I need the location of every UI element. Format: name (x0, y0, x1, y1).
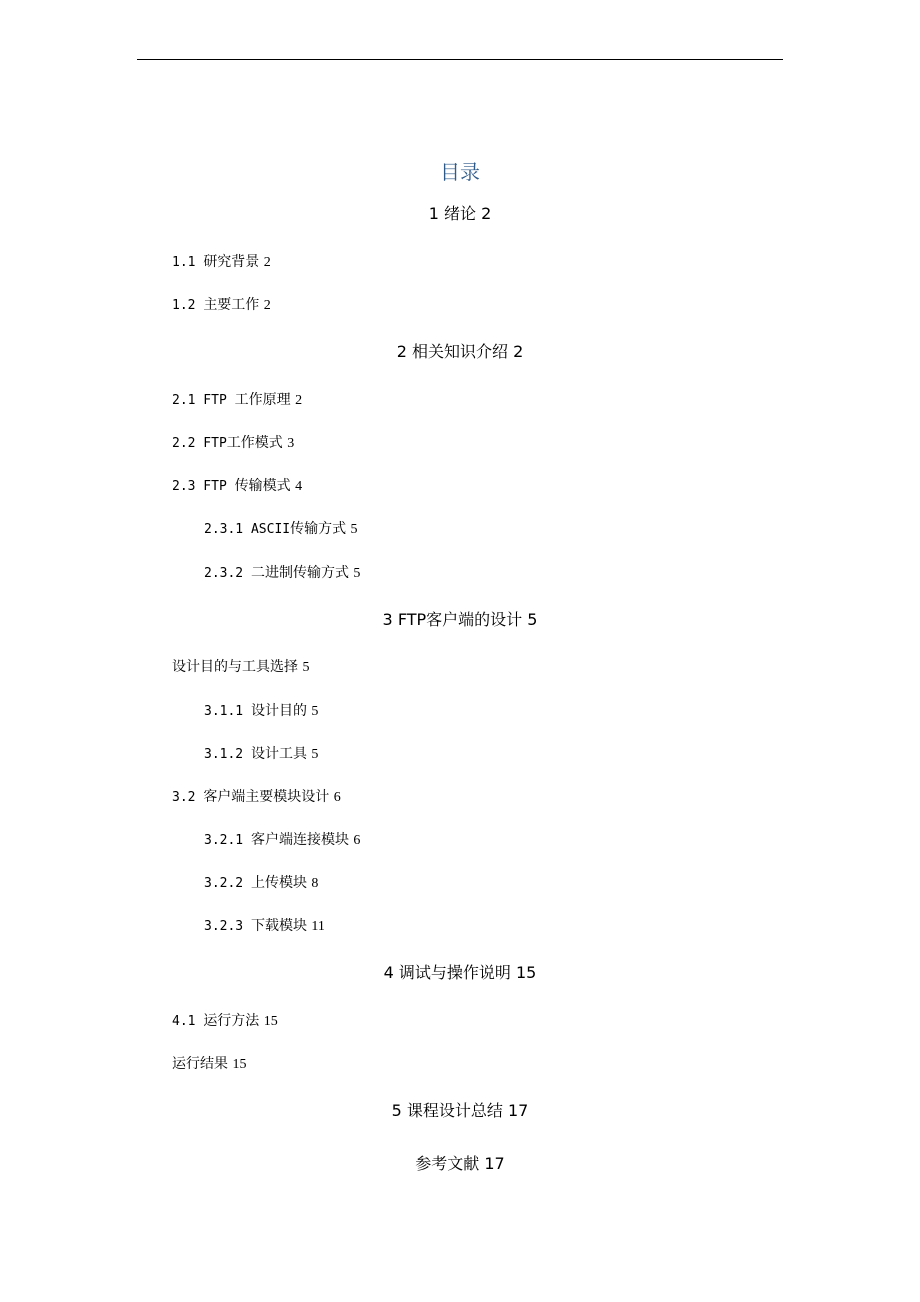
toc-entry-title: 相关知识介绍 (411, 342, 508, 361)
toc-entry-number: 2.1 FTP (172, 393, 235, 408)
toc-entry-page-number: 6 (353, 833, 361, 848)
toc-subsection-entry[interactable] (204, 743, 318, 766)
toc-entry-title: 设计目的 (250, 703, 307, 719)
toc-entry-number: 1 (428, 204, 444, 223)
toc-title: 目录 (440, 160, 480, 184)
toc-entry-number: 5 (391, 1101, 407, 1120)
toc-entry-page-number: 5 (353, 566, 361, 581)
toc-entry-title: 上传模块 (250, 875, 307, 891)
toc-entry-title: 客户端的设计 (426, 610, 523, 629)
toc-entry-page-number: 17 (508, 1101, 529, 1120)
toc-subsection-entry[interactable] (204, 915, 325, 938)
toc-entry-title: 客户端主要模块设计 (203, 789, 330, 805)
header-rule (137, 59, 783, 60)
toc-entry-page-number: 15 (263, 1014, 278, 1029)
toc-section-entry[interactable] (172, 786, 341, 809)
toc-entry-title: 传输方式 (290, 521, 347, 537)
toc-section-entry[interactable] (172, 389, 302, 412)
toc-entry-number: 2.2 FTP (172, 436, 227, 451)
toc-entry-page-number: 5 (350, 522, 358, 537)
toc-entry-title: 主要工作 (203, 297, 260, 313)
toc-chapter-entry[interactable] (0, 1100, 920, 1122)
toc-subsection-entry[interactable] (204, 562, 360, 585)
toc-entry-page-number: 2 (263, 255, 271, 270)
toc-entry-number: 1.2 (172, 298, 204, 313)
toc-entry-page-number: 5 (311, 704, 319, 719)
toc-entry-number: 4.1 (172, 1014, 204, 1029)
toc-subsection-entry[interactable] (204, 518, 358, 541)
toc-section-entry[interactable] (172, 656, 309, 679)
toc-entry-number: 4 (383, 963, 399, 982)
toc-entry-page-number: 8 (311, 876, 319, 891)
toc-entry-page-number: 6 (333, 790, 341, 805)
toc-chapter-entry[interactable] (0, 341, 920, 363)
toc-entry-page-number: 2 (295, 393, 303, 408)
toc-entry-title: 调试与操作说明 (398, 963, 511, 982)
toc-section-entry[interactable] (172, 294, 271, 317)
toc-entry-number: 3.2.3 (204, 919, 251, 934)
toc-entry-title: 工作原理 (234, 392, 291, 408)
toc-entry-page-number: 17 (484, 1154, 505, 1173)
toc-section-entry[interactable] (172, 475, 302, 498)
toc-entry-page-number: 2 (513, 342, 524, 361)
toc-entry-number: 3.1.2 (204, 747, 251, 762)
toc-entry-title: 设计工具 (250, 746, 307, 762)
toc-subsection-entry[interactable] (204, 700, 318, 723)
toc-entry-page-number: 15 (516, 963, 537, 982)
toc-subsection-entry[interactable] (204, 829, 360, 852)
toc-chapter-entry[interactable] (0, 203, 920, 225)
toc-entry-number: 2.3.1 ASCII (204, 522, 291, 537)
toc-entry-page-number: 5 (302, 660, 310, 675)
toc-chapter-entry[interactable] (0, 962, 920, 984)
toc-entry-number: 3.2.2 (204, 876, 251, 891)
toc-entry-number: 2 (396, 342, 412, 361)
toc-entry-page-number: 11 (311, 919, 325, 934)
toc-entry-title: 客户端连接模块 (250, 832, 349, 848)
toc-entry-page-number: 2 (481, 204, 492, 223)
toc-section-entry[interactable] (172, 432, 294, 455)
toc-chapter-entry[interactable] (0, 609, 920, 631)
toc-entry-number: 3 FTP (382, 610, 427, 629)
toc-entry-title: 传输模式 (234, 478, 291, 494)
toc-entry-number: 3.2 (172, 790, 204, 805)
toc-entry-page-number: 5 (527, 610, 538, 629)
toc-entry-title: 二进制传输方式 (250, 565, 349, 581)
toc-entry-page-number: 5 (311, 747, 319, 762)
toc-entry-title: 运行结果 (172, 1056, 228, 1072)
toc-entry-title: 参考文献 (415, 1154, 480, 1173)
toc-section-entry[interactable] (172, 251, 271, 274)
toc-section-entry[interactable] (172, 1010, 278, 1033)
toc-entry-number: 2.3.2 (204, 566, 251, 581)
toc-entry-number: 3.1.1 (204, 704, 251, 719)
toc-entry-number: 3.2.1 (204, 833, 251, 848)
toc-entry-title: 设计目的与工具选择 (172, 659, 298, 675)
toc-entry-page-number: 4 (295, 479, 303, 494)
toc-entry-page-number: 15 (232, 1057, 247, 1072)
toc-subsection-entry[interactable] (204, 872, 318, 895)
toc-chapter-entry[interactable] (0, 1153, 920, 1175)
toc-entry-page-number: 3 (287, 436, 295, 451)
toc-entry-title: 研究背景 (203, 254, 260, 270)
toc-entry-number: 1.1 (172, 255, 204, 270)
toc-section-entry[interactable] (172, 1053, 246, 1076)
toc-entry-number: 2.3 FTP (172, 479, 235, 494)
toc-entry-title: 下载模块 (250, 918, 307, 934)
toc-entry-title: 绪论 (443, 204, 476, 223)
toc-entry-title: 工作模式 (226, 435, 283, 451)
toc-entry-page-number: 2 (263, 298, 271, 313)
toc-entry-title: 运行方法 (203, 1013, 260, 1029)
toc-entry-title: 课程设计总结 (406, 1101, 503, 1120)
